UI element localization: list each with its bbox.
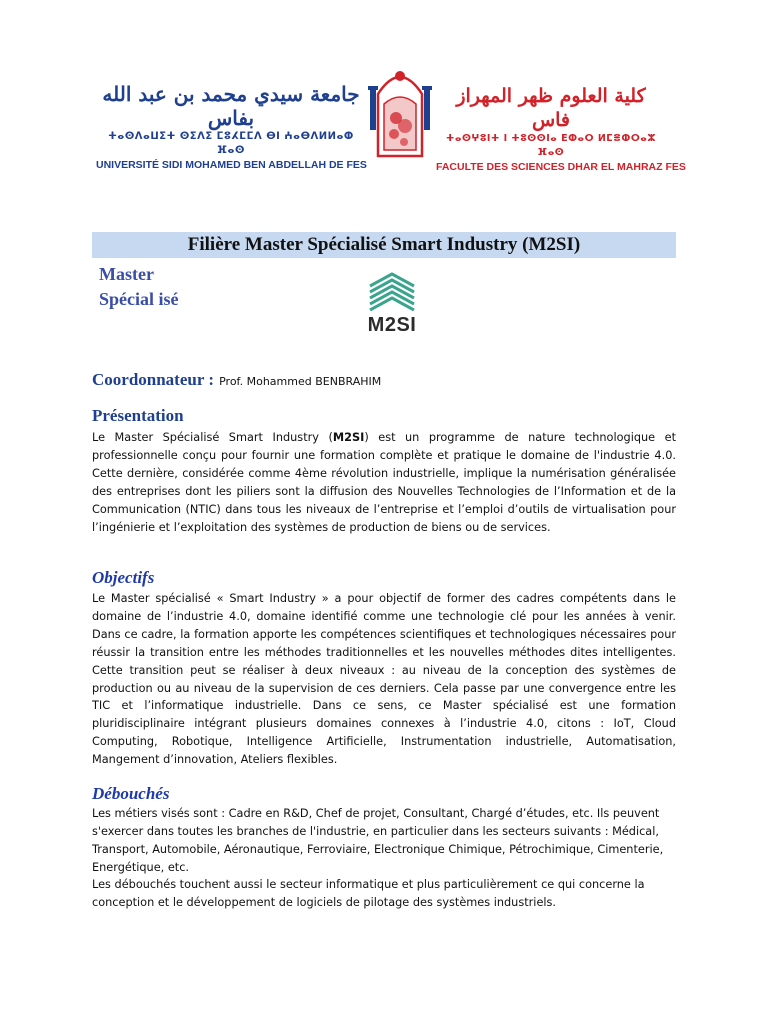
faculty-name-french: FACULTE DES SCIENCES DHAR EL MAHRAZ FES [436,161,686,173]
document-title: Filière Master Spécialisé Smart Industry (M2SI) [92,232,676,258]
university-logo-text [96,82,366,172]
university-emblem-icon [366,64,434,160]
faculty-logo-text [436,84,686,174]
university-name-tifinagh: ⵜⴰⵙⴷⴰⵡⵉⵜ ⵙⵉⴷⵉ ⵎⵓⵃⵎⵎⴷ ⴱⵏ ⵄⴰⴱⴷⵍⵍⴰⵀ ⴼⴰⵙ [108,131,354,156]
faculty-name-tifinagh: ⵜⴰⵙⵖⵓⵏⵜ ⵏ ⵜⵓⵙⵙⵏⴰ ⴹⵀⴰⵔ ⵍⵎⴻⵀⵔⴰⵣ ⴼⴰⵙ [446,133,656,158]
presentation-text-start: Le Master Spécialisé Smart Industry ( [92,431,333,444]
university-name-french: UNIVERSITÉ SIDI MOHAMED BEN ABDELLAH DE FES [96,159,367,171]
coordinator-name: Prof. Mohammed BENBRAHIM [219,375,382,388]
presentation-acronym: M2SI [332,431,365,444]
coordinator-line [92,370,692,390]
debouches-paragraph-2: Les débouchés touchent aussi le secteur informatique et plus particulièrement ce qui concerne la conception et le développement de logiciels de pilotage des systèmes industriels. [92,878,645,909]
header-banner [0,64,768,173]
m2si-logo [352,270,432,338]
objectifs-paragraph: Le Master spécialisé « Smart Industry » a pour objectif de former des cadres compétents dans le domaine de l’industrie 4.0, domaine identifié comme une technologie clé pour les années à venir. Dans ce cadre, la formation apporte les compétences scientifiques et technologiques nécessaires pour réussir la transition entre les méthodes traditionnelles et les nouvelles méthodes dites intelligentes. Cette transition peut se réaliser à deux niveaux : au niveau de la conception des systèmes de production ou au niveau de la supervision de ces derniers. Cela passe par une convergence entre les TIC et l’informatique industrielle. Dans ce sens, ce Master spécialisé est une formation pluridisciplinaire intégrant plusieurs domaines connexes à l’industrie 4.0, citons : IoT, Cloud Computing, Robotique, Intelligence Artificielle, Instrumentation industrielle, Automatisation, Mangement d’innovation, Ateliers flexibles. [92,592,676,767]
presentation-paragraph [92,429,676,536]
debouches-paragraph-1: Les métiers visés sont : Cadre en R&D, Chef de projet, Consultant, Chargé d’études, etc. Ils peuvent s'exercer dans toutes les branches de l'industrie, en particulier dans les secteurs suivants : Médical, Transport, Automobile, Aéronautique, Ferroviaire, Electronique Chimique, Pétrochimique, Cimenterie, Energétique, etc. [92,807,664,874]
presentation-text-end: ) est un programme de nature technologique et professionnelle conçu pour fournir une formation complète et pratique le domaine de l'industrie 4.0. Cette dernière, considérée comme 4ème révolution industrielle, implique la numérisation généralisée des entreprises dont les piliers sont la diffusion des Nouvelles Technologies de l’Information et de la Communication (NTIC) dans tous les niveaux de l’entreprise et l’emploi d’outils de virtualisation pour l’ingénierie et l’exploitation des systèmes de production de biens ou de services. [92,431,676,534]
presentation-heading: Présentation [92,406,184,425]
side-master-label: Master Spécial isé [99,264,179,309]
m2si-stacked-layers-icon [352,270,432,314]
coordinator-label: Coordonnateur : [92,370,214,389]
objectifs-heading: Objectifs [92,568,155,587]
debouches-heading: Débouchés [92,784,170,803]
faculty-name-arabic: كلية العلوم ظهر المهراز فاس [456,85,646,131]
m2si-logo-text: M2SI [367,314,417,336]
university-name-arabic: جامعة سيدي محمد بن عبد الله بفاس [102,82,360,130]
